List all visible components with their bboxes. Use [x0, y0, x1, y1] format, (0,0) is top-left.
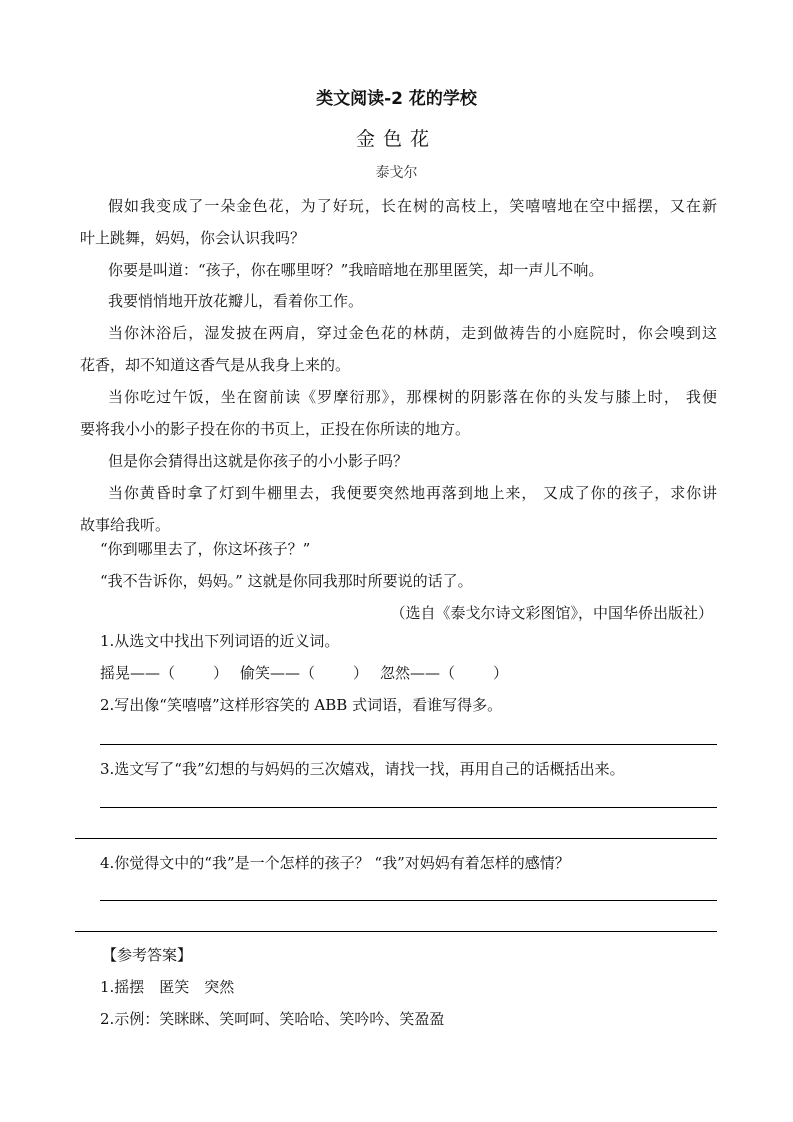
- answer-line: [100, 807, 717, 808]
- paragraph-line: 你要是叫道：“孩子，你在哪里呀？”我暗暗地在那里匿笑，却一声儿不响。: [108, 261, 604, 279]
- question-2: 2.写出像“笑嘻嘻”这样形容笑的 ABB 式词语，看谁写得多。: [100, 696, 503, 714]
- paragraph-line: “我不告诉你，妈妈。” 这就是你同我那时所要说的话了。: [100, 572, 473, 590]
- source-citation: （选自《泰戈尔诗文彩图馆》，中国华侨出版社）: [390, 604, 713, 622]
- q1-item-label: 偷笑——（: [240, 664, 316, 682]
- question-3: 3.选文写了“我”幻想的与妈妈的三次嬉戏，请找一找，再用自己的话概括出来。: [100, 760, 625, 778]
- paragraph-line: 假如我变成了一朵金色花，为了好玩，长在树的高枝上，笑嘻嘻地在空中摇摆，又在新: [108, 197, 717, 215]
- question-4: 4.你觉得文中的“我”是一个怎样的孩子？ “我”对妈妈有着怎样的感情？: [100, 854, 570, 872]
- poem-title: 金色花: [355, 128, 437, 150]
- answers-heading: 【参考答案】: [102, 946, 193, 964]
- answer-1: 1.摇摆 匿笑 突然: [100, 978, 235, 996]
- answer-line: [75, 838, 717, 839]
- q1-item-close: ）: [493, 664, 509, 682]
- paragraph-line: “你到哪里去了，你这坏孩子？”: [100, 540, 311, 558]
- q1-item-close: ）: [353, 664, 369, 682]
- q1-item-label: 忽然——（: [380, 664, 456, 682]
- q1-item-label: 摇晃——（: [100, 664, 176, 682]
- paragraph-line: 当你吃过午饭，坐在窗前读《罗摩衍那》，那棵树的阴影落在你的头发与膝上时， 我便: [108, 388, 717, 406]
- page-title: 类文阅读-2 花的学校: [316, 89, 477, 109]
- paragraph-line: 故事给我听。: [80, 516, 171, 534]
- answer-line: [100, 744, 717, 745]
- paragraph-line: 花香，却不知道这香气是从我身上来的。: [80, 356, 351, 374]
- paragraph-line: 叶上跳舞，妈妈，你会认识我吗？: [80, 229, 306, 247]
- paragraph-line: 要将我小小的影子投在你的书页上，正投在你所读的地方。: [80, 420, 471, 438]
- answer-line: [75, 931, 717, 932]
- paragraph-line: 我要悄悄地开放花瓣儿，看着你工作。: [108, 292, 364, 310]
- paragraph-line: 当你沐浴后，湿发披在两肩，穿过金色花的林荫，走到做祷告的小庭院时，你会嗅到这: [108, 324, 717, 342]
- q1-item-close: ）: [213, 664, 229, 682]
- answer-line: [100, 900, 717, 901]
- author: 泰戈尔: [375, 165, 418, 181]
- answer-2: 2.示例：笑眯眯、笑呵呵、笑哈哈、笑吟吟、笑盈盈: [100, 1010, 445, 1028]
- paragraph-line: 当你黄昏时拿了灯到牛棚里去，我便要突然地再落到地上来， 又成了你的孩子，求你讲: [108, 484, 717, 502]
- question-1: 1.从选文中找出下列词语的近义词。: [100, 632, 340, 650]
- paragraph-line: 但是你会猜得出这就是你孩子的小小影子吗？: [108, 452, 409, 470]
